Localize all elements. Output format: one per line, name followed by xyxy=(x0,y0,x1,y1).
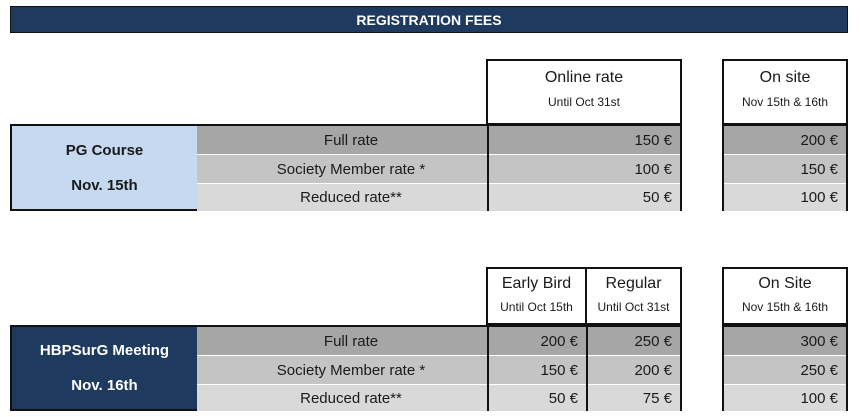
rate-label: Reduced rate** xyxy=(197,385,487,411)
price-value: 250 € xyxy=(588,327,680,356)
hbpsurg-meeting-date: Nov. 16th xyxy=(71,377,138,394)
onsite-header-2 xyxy=(722,267,848,325)
price-value: 200 € xyxy=(588,356,680,385)
hbpsurg-labels xyxy=(197,327,487,409)
onsite-title-2: On Site xyxy=(758,275,812,292)
pg-course-table xyxy=(10,124,682,211)
online-rate-subtitle: Until Oct 31st xyxy=(547,95,621,109)
onsite-subtitle-2: Nov 15th & 16th xyxy=(741,300,829,314)
price-value: 75 € xyxy=(588,385,680,411)
price-value: 50 € xyxy=(489,184,680,211)
hbpsurg-meeting-name: HBPSurG Meeting xyxy=(39,342,170,359)
online-rate-header xyxy=(486,59,682,125)
hbpsurg-meeting-table xyxy=(10,325,682,411)
rate-label: Society Member rate * xyxy=(197,155,487,184)
price-value: 300 € xyxy=(724,327,846,356)
price-value: 250 € xyxy=(724,356,846,385)
pg-online-values xyxy=(487,126,680,209)
price-value: 150 € xyxy=(489,356,586,385)
early-bird-values xyxy=(487,327,586,409)
price-value: 200 € xyxy=(724,126,846,155)
regular-header xyxy=(585,267,682,325)
regular-title: Regular xyxy=(605,275,662,292)
pg-course-name: PG Course xyxy=(65,141,144,159)
onsite-subtitle-1: Nov 15th & 16th xyxy=(741,95,829,109)
price-value: 100 € xyxy=(724,385,846,411)
early-bird-header xyxy=(486,267,587,325)
early-bird-title: Early Bird xyxy=(501,275,572,292)
rate-label: Full rate xyxy=(197,327,487,356)
early-bird-subtitle: Until Oct 15th xyxy=(500,300,573,314)
rate-label: Reduced rate** xyxy=(197,184,487,211)
onsite-title-1: On site xyxy=(759,69,811,86)
pg-course-date: Nov. 15th xyxy=(71,176,138,194)
regular-subtitle: Until Oct 31st xyxy=(597,300,670,314)
online-rate-title: Online rate xyxy=(544,69,624,86)
pg-course-label xyxy=(12,126,197,209)
pg-course-labels xyxy=(197,126,487,209)
onsite-header-1 xyxy=(722,59,848,125)
price-value: 150 € xyxy=(489,126,680,155)
price-value: 200 € xyxy=(489,327,586,356)
hbpsurg-meeting-label xyxy=(12,327,197,409)
price-value: 100 € xyxy=(724,184,846,211)
price-value: 150 € xyxy=(724,155,846,184)
page-title: REGISTRATION FEES xyxy=(10,6,848,33)
rate-label: Society Member rate * xyxy=(197,356,487,385)
rate-label: Full rate xyxy=(197,126,487,155)
hbpsurg-onsite-table xyxy=(722,325,848,411)
regular-values xyxy=(586,327,680,409)
price-value: 50 € xyxy=(489,385,586,411)
pg-onsite-table xyxy=(722,124,848,211)
price-value: 100 € xyxy=(489,155,680,184)
